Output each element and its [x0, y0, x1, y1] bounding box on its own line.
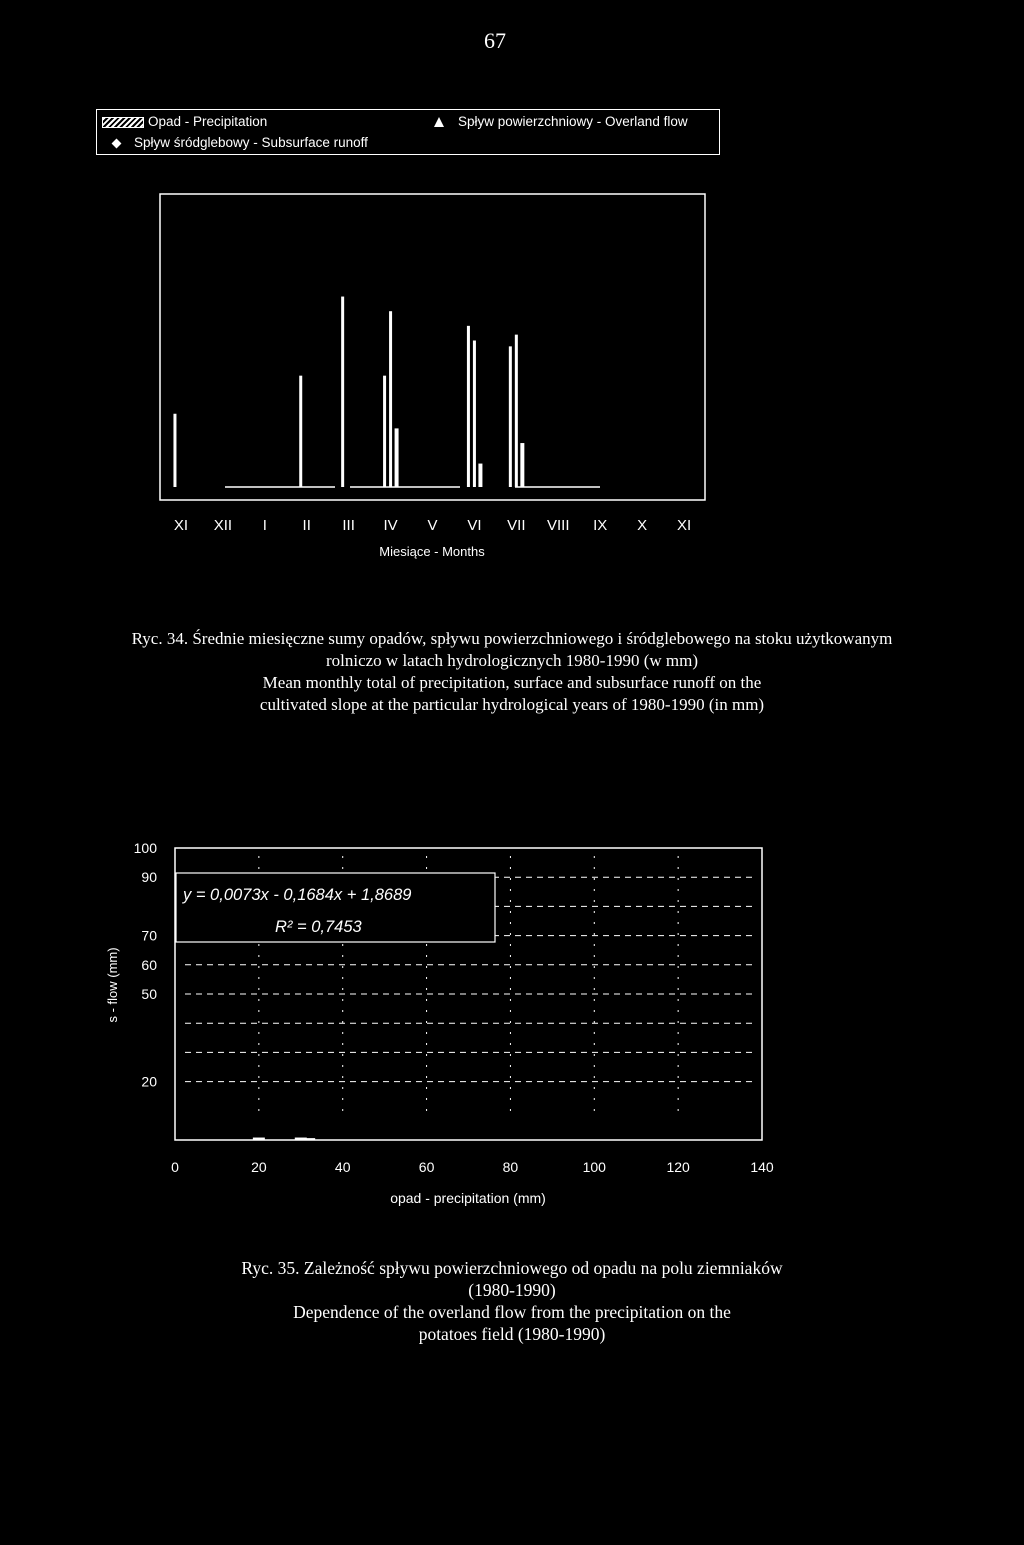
chart-legend [96, 109, 720, 155]
y-tick-label: 100 [133, 840, 157, 856]
x-tick-label: II [302, 517, 311, 534]
x-tick-labels [174, 517, 691, 534]
y-tick-label: 20 [141, 1073, 157, 1090]
scatter-chart [0, 820, 1024, 1220]
page-number: 67 [484, 28, 506, 53]
x-tick-label: VIII [547, 517, 570, 534]
bar-overland [473, 341, 476, 488]
caption-34-pl-line-1: Ryc. 34. Średnie miesięczne sumy opadów, spływu powierzchniowego i śródglebowego na stoku użytkowanym [131, 629, 893, 648]
plot-frame [160, 194, 705, 500]
figure-35-caption [200, 1257, 824, 1345]
bar-precipitation [299, 376, 302, 487]
caption-35-en-line-1: Dependence of the overland flow from the precipitation on the [293, 1302, 731, 1322]
bar-precipitation [467, 326, 470, 487]
bar-precipitation [341, 297, 344, 487]
trendline-r-squared: R² = 0,7453 [275, 918, 362, 936]
x-tick-label: VI [467, 517, 482, 534]
x-tick-label: IX [593, 517, 608, 534]
caption-35-en-line-2: potatoes field (1980-1990) [418, 1324, 606, 1344]
x-tick-label: 0 [171, 1159, 179, 1175]
caption-35-pl-line-1: Ryc. 35. Zależność spływu powierzchniowego od opadu na polu ziemniaków [241, 1258, 783, 1278]
bar-subsurface [395, 428, 399, 487]
x-tick-label: 20 [251, 1159, 267, 1175]
x-tick-label: XI [173, 517, 189, 534]
bar-overland [515, 335, 518, 487]
bar-precipitation [383, 376, 386, 487]
figure-34-caption [130, 628, 894, 716]
x-tick-label: 60 [418, 1159, 435, 1175]
bar-precipitation [509, 346, 512, 487]
bar-group [173, 297, 524, 487]
bar-subsurface [520, 443, 524, 487]
x-tick-label: 40 [334, 1159, 351, 1175]
caption-34-en-line-1: Mean monthly total of precipitation, surface and subsurface runoff on the [262, 673, 762, 692]
x-tick-label: IV [383, 517, 398, 534]
y-axis-label: s - flow (mm) [105, 947, 120, 1023]
legend-label-precipitation: Opad - Precipitation [148, 114, 268, 129]
x-tick-label: I [262, 517, 267, 534]
caption-35-pl-line-2: (1980-1990) [468, 1280, 556, 1300]
diamond-marker-icon [112, 138, 122, 148]
legend-label-subsurface: Spływ śródglebowy - Subsurface runoff [134, 135, 368, 150]
x-tick-label: 80 [502, 1159, 519, 1175]
y-tick-labels [134, 840, 158, 1090]
bar-subsurface [478, 464, 482, 487]
x-tick-label: 100 [582, 1159, 606, 1175]
y-tick-label: 50 [141, 986, 157, 1002]
data-point [303, 1138, 315, 1140]
caption-34-pl-line-2: rolniczo w latach hydrologicznych 1980-1990 (w mm) [325, 651, 698, 670]
x-tick-label: VII [507, 517, 526, 534]
triangle-marker-icon [434, 117, 444, 127]
legend-item-subsurface [113, 135, 368, 151]
trendline-equation: y = 0,0073x - 0,1684x + 1,8689 [183, 886, 412, 904]
bar-precipitation [173, 414, 176, 487]
bar-overland [389, 311, 392, 487]
y-tick-label: 70 [141, 927, 157, 944]
x-axis-label: Miesiące - Months [379, 544, 485, 559]
monthly-bar-chart [0, 180, 1024, 580]
data-point [253, 1138, 265, 1140]
legend-item-precipitation [102, 114, 267, 130]
legend-label-overland: Spływ powierzchniowy - Overland flow [458, 114, 688, 129]
y-tick-label: 60 [141, 956, 157, 973]
x-tick-label: V [427, 517, 438, 534]
hatch-swatch-icon [102, 117, 144, 128]
x-tick-label: XI [676, 517, 692, 534]
x-tick-label: X [637, 517, 648, 534]
caption-34-en-line-2: cultivated slope at the particular hydrological years of 1980-1990 (in mm) [259, 695, 765, 714]
x-tick-label: 120 [666, 1159, 690, 1175]
legend-item-overland [434, 114, 688, 130]
x-tick-labels [171, 1159, 774, 1175]
y-tick-label: 90 [141, 869, 157, 886]
x-tick-label: 140 [750, 1159, 774, 1175]
x-tick-label: XII [213, 517, 233, 534]
x-axis-label: opad - precipitation (mm) [390, 1190, 546, 1206]
x-tick-label: III [342, 517, 355, 534]
